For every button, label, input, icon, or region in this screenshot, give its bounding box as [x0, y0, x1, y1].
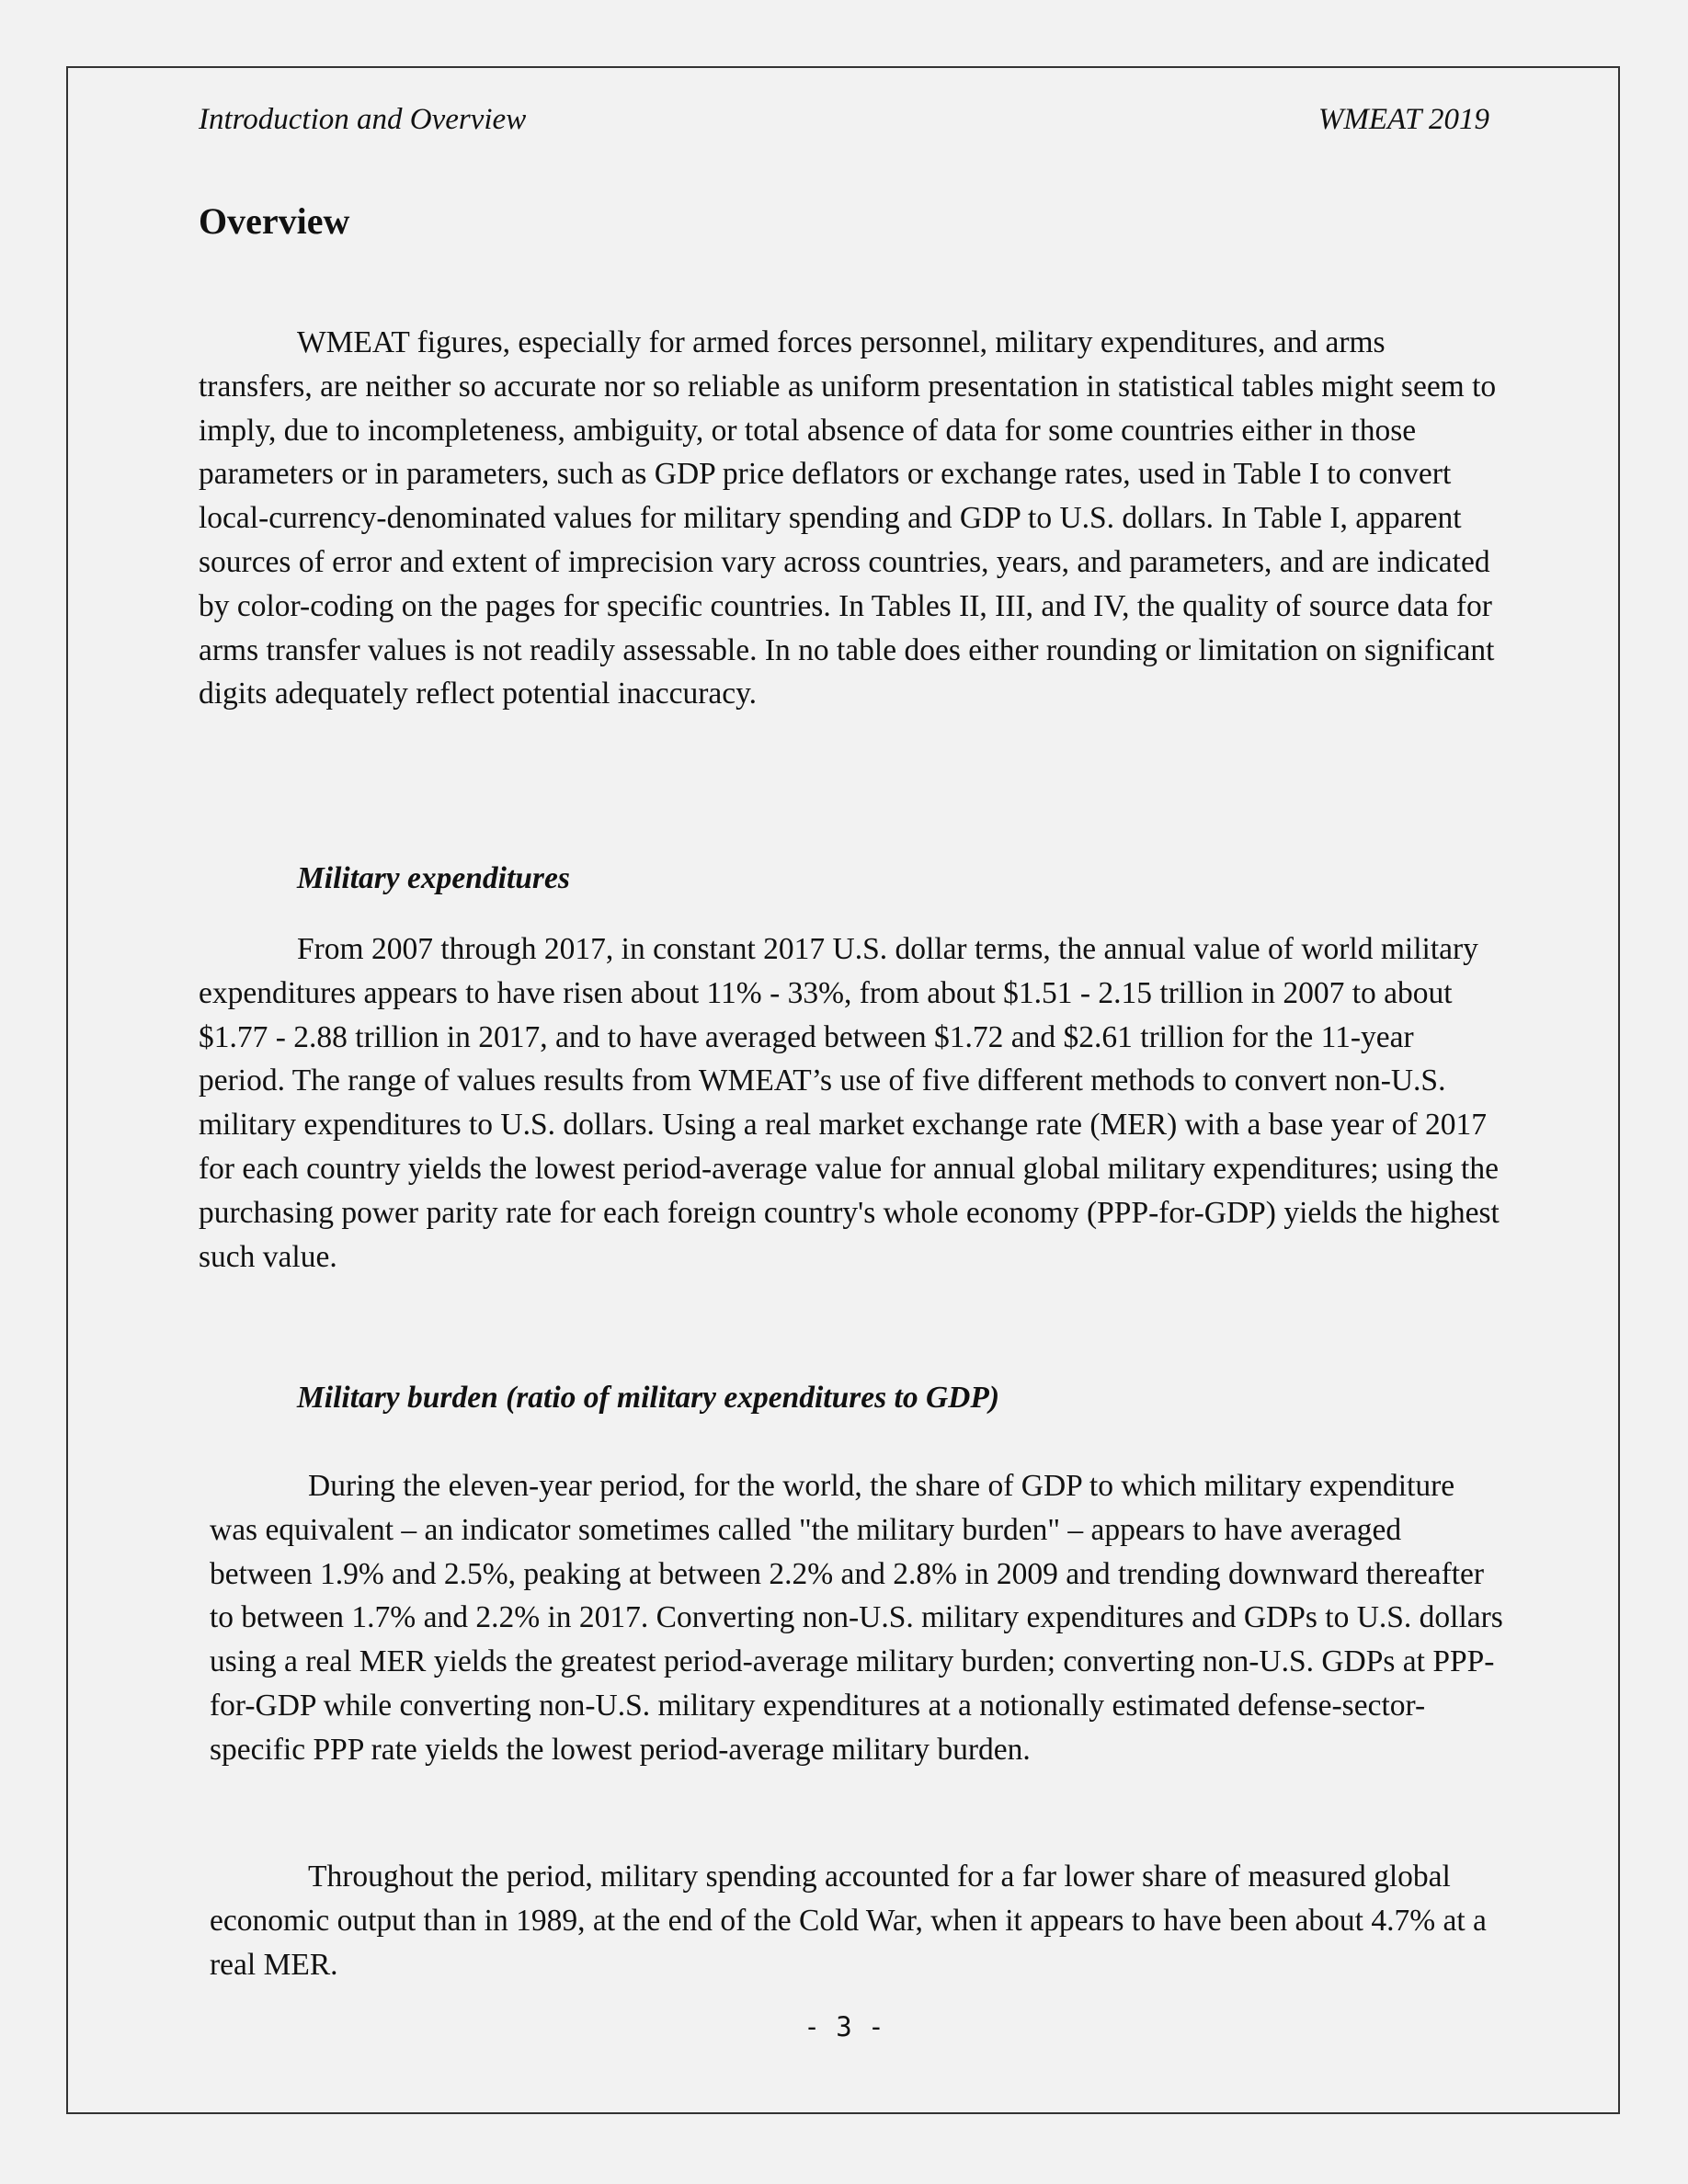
military-expenditures-paragraph: From 2007 through 2017, in constant 2017 U.S. dollar terms, the annual value of world military expenditures appears to have risen about 11% - 33%, from about $1.51 - 2.15 trillion in 2007 to about $1.77 - 2.88 trillion in 2017, and to have averaged between $1.72 and $2.61 trillion for the 11-year period. The range of values results from WMEAT’s use of five different methods to convert non-U.S. military expenditures to U.S. dollars. Using a real market exchange rate (MER) with a base year of 2017 for each country yields the lowest period-average value for annual global military expenditures; using the purchasing power parity rate for each foreign country's whole economy (PPP-for-GDP) yields the highest such value. — [199, 932, 1500, 1274]
subheading-military-expenditures: Military expenditures — [297, 861, 570, 895]
military-burden-paragraph: During the eleven-year period, for the world, the share of GDP to which military expenditure was equivalent – an indicator sometimes called "the military burden" – appears to have averaged between 1.9% and 2.5%, peaking at between 2.2% and 2.8% in 2009 and trending downward thereafter to between 1.7% and 2.2% in 2017. Converting non-U.S. military expenditures and GDPs to U.S. dollars using a real MER yields the greatest period-average military burden; converting non-U.S. GDPs at PPP-for-GDP while converting non-U.S. military expenditures at a notionally estimated defense-sector-specific PPP rate yields the lowest period-average military burden. — [210, 1469, 1503, 1767]
subheading-military-burden: Military burden (ratio of military expenditures to GDP) — [297, 1381, 999, 1415]
section-title: Overview — [199, 200, 350, 242]
cold-war-comparison-paragraph: Throughout the period, military spending accounted for a far lower share of measured global economic output than in 1989, at the end of the Cold War, when it appears to have been about 4.7% at a real MER. — [210, 1860, 1487, 1982]
intro-paragraph: WMEAT figures, especially for armed forces personnel, military expenditures, and arms transfers, are neither so accurate nor so reliable as uniform presentation in statistical tables might seem to imply, due to incompleteness, ambiguity, or total absence of data for some countries either in those parameters or in parameters, such as GDP price deflators or exchange rates, used in Table I to convert local-currency-denominated values for military spending and GDP to U.S. dollars. In Table I, apparent sources of error and extent of imprecision vary across countries, years, and parameters, and are indicated by color-coding on the pages for specific countries. In Tables II, III, and IV, the quality of source data for arms transfer values is not readily assessable. In no table does either rounding or limitation on significant digits adequately reflect potential inaccuracy. — [199, 325, 1497, 711]
page-number: - 3 - — [804, 2011, 884, 2042]
running-header-report: WMEAT 2019 — [1317, 103, 1489, 136]
running-header-section: Introduction and Overview — [199, 103, 527, 136]
